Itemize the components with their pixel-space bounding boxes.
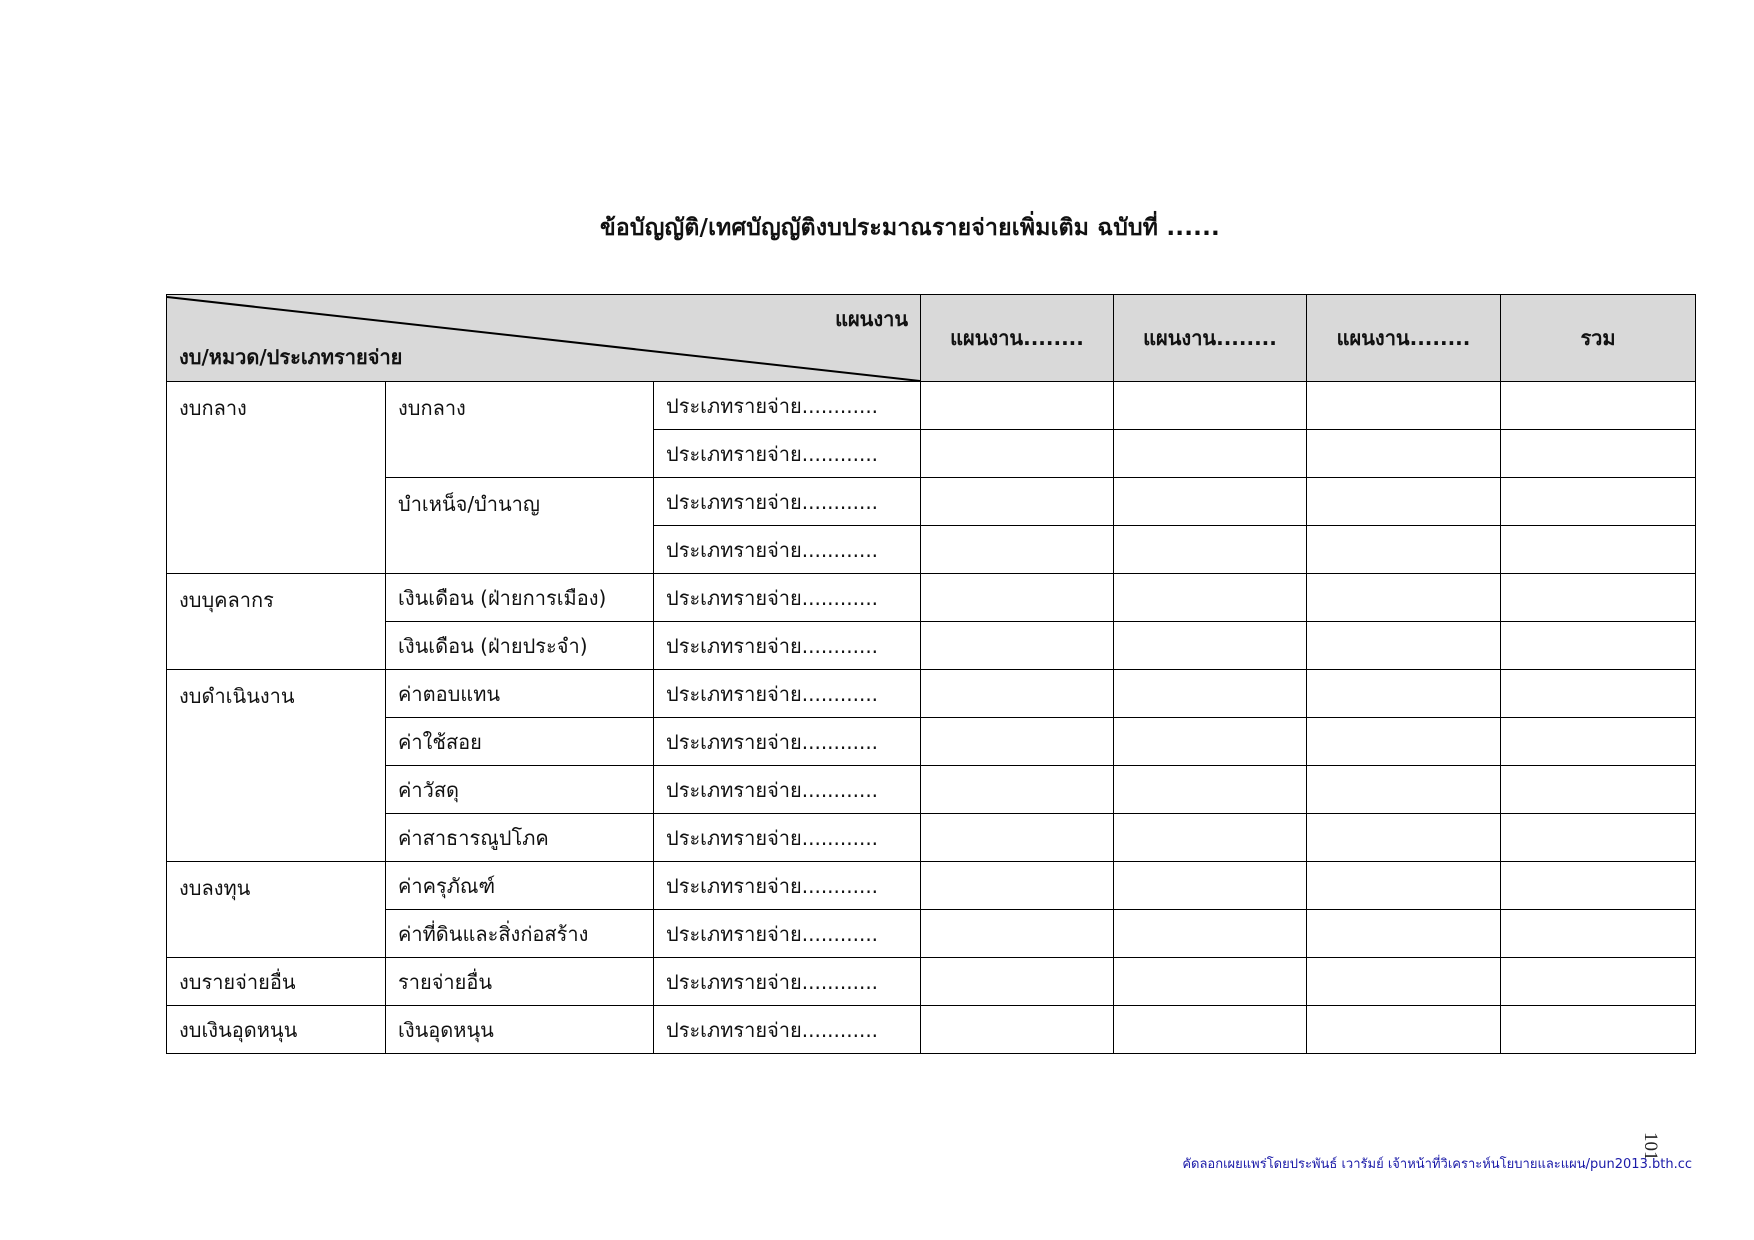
plan-3-cell (1307, 958, 1501, 1006)
total-cell (1501, 862, 1696, 910)
type-cell: ประเภทรายจ่าย............ (654, 670, 921, 718)
footer-credit: คัดลอกเผยแพร่โดยประพันธ์ เวารัมย์ เจ้าหน้าที่วิเคราะห์นโยบายและแผน/pun2013.bth.cc (1182, 1157, 1692, 1172)
plan-1-cell (921, 622, 1114, 670)
category-cell: ค่าใช้สอย (386, 718, 654, 766)
plan-3-cell (1307, 718, 1501, 766)
type-cell: ประเภทรายจ่าย............ (654, 526, 921, 574)
page-title: ข้อบัญญัติ/เทศบัญญัติงบประมาณรายจ่ายเพิ่มเติม ฉบับที่ ...... (600, 215, 1220, 241)
header-plan-2: แผนงาน........ (1114, 295, 1307, 382)
plan-2-cell (1114, 958, 1307, 1006)
total-cell (1501, 478, 1696, 526)
category-cell: ค่าสาธารณูปโภค (386, 814, 654, 862)
plan-3-cell (1307, 430, 1501, 478)
total-cell (1501, 814, 1696, 862)
plan-1-cell (921, 526, 1114, 574)
plan-3-cell (1307, 574, 1501, 622)
type-cell: ประเภทรายจ่าย............ (654, 718, 921, 766)
type-cell: ประเภทรายจ่าย............ (654, 430, 921, 478)
total-cell (1501, 382, 1696, 430)
table-row (167, 718, 1696, 766)
type-cell: ประเภทรายจ่าย............ (654, 814, 921, 862)
total-cell (1501, 574, 1696, 622)
plan-2-cell (1114, 622, 1307, 670)
plan-2-cell (1114, 718, 1307, 766)
plan-3-cell (1307, 670, 1501, 718)
budget-table-container (166, 294, 1695, 1054)
total-cell (1501, 910, 1696, 958)
total-cell (1501, 1006, 1696, 1054)
plan-3-cell (1307, 1006, 1501, 1054)
plan-1-cell (921, 478, 1114, 526)
plan-1-cell (921, 958, 1114, 1006)
plan-2-cell (1114, 430, 1307, 478)
plan-1-cell (921, 862, 1114, 910)
total-cell (1501, 766, 1696, 814)
header-total: รวม (1501, 295, 1696, 382)
category-cell: บำเหน็จ/บำนาญ (386, 478, 654, 574)
header-category-label: งบ/หมวด/ประเภทรายจ่าย (179, 345, 403, 369)
category-cell: ค่าครุภัณฑ์ (386, 862, 654, 910)
group-cell: งบเงินอุดหนุน (167, 1006, 386, 1054)
total-cell (1501, 430, 1696, 478)
category-cell: ค่าที่ดินและสิ่งก่อสร้าง (386, 910, 654, 958)
plan-2-cell (1114, 382, 1307, 430)
type-cell: ประเภทรายจ่าย............ (654, 574, 921, 622)
plan-1-cell (921, 814, 1114, 862)
header-plan-1: แผนงาน........ (921, 295, 1114, 382)
type-cell: ประเภทรายจ่าย............ (654, 382, 921, 430)
plan-1-cell (921, 910, 1114, 958)
table-row (167, 1006, 1696, 1054)
plan-3-cell (1307, 862, 1501, 910)
type-cell: ประเภทรายจ่าย............ (654, 862, 921, 910)
plan-2-cell (1114, 910, 1307, 958)
budget-table (166, 294, 1696, 1054)
group-cell: งบกลาง (167, 382, 386, 574)
plan-2-cell (1114, 814, 1307, 862)
total-cell (1501, 958, 1696, 1006)
plan-3-cell (1307, 910, 1501, 958)
total-cell (1501, 526, 1696, 574)
type-cell: ประเภทรายจ่าย............ (654, 958, 921, 1006)
category-cell: ค่าตอบแทน (386, 670, 654, 718)
plan-3-cell (1307, 622, 1501, 670)
total-cell (1501, 622, 1696, 670)
plan-1-cell (921, 430, 1114, 478)
plan-1-cell (921, 718, 1114, 766)
header-plan-label: แผนงาน (835, 307, 909, 331)
plan-1-cell (921, 574, 1114, 622)
plan-3-cell (1307, 766, 1501, 814)
total-cell (1501, 718, 1696, 766)
type-cell: ประเภทรายจ่าย............ (654, 622, 921, 670)
header-corner-cell (167, 295, 921, 382)
table-row (167, 958, 1696, 1006)
plan-2-cell (1114, 1006, 1307, 1054)
plan-2-cell (1114, 478, 1307, 526)
table-row (167, 910, 1696, 958)
table-row (167, 574, 1696, 622)
type-cell: ประเภทรายจ่าย............ (654, 766, 921, 814)
category-cell: เงินเดือน (ฝ่ายการเมือง) (386, 574, 654, 622)
total-cell (1501, 670, 1696, 718)
table-row (167, 478, 1696, 526)
plan-2-cell (1114, 670, 1307, 718)
plan-2-cell (1114, 766, 1307, 814)
header-row (167, 295, 1696, 382)
category-cell: ค่าวัสดุ (386, 766, 654, 814)
table-row (167, 382, 1696, 430)
table-row (167, 622, 1696, 670)
type-cell: ประเภทรายจ่าย............ (654, 1006, 921, 1054)
group-cell: งบดำเนินงาน (167, 670, 386, 862)
plan-2-cell (1114, 862, 1307, 910)
plan-3-cell (1307, 526, 1501, 574)
plan-1-cell (921, 670, 1114, 718)
category-cell: เงินอุดหนุน (386, 1006, 654, 1054)
plan-2-cell (1114, 574, 1307, 622)
group-cell: งบบุคลากร (167, 574, 386, 670)
type-cell: ประเภทรายจ่าย............ (654, 910, 921, 958)
plan-1-cell (921, 766, 1114, 814)
plan-1-cell (921, 1006, 1114, 1054)
group-cell: งบลงทุน (167, 862, 386, 958)
table-row (167, 670, 1696, 718)
group-cell: งบรายจ่ายอื่น (167, 958, 386, 1006)
plan-3-cell (1307, 382, 1501, 430)
table-row (167, 862, 1696, 910)
plan-2-cell (1114, 526, 1307, 574)
plan-3-cell (1307, 478, 1501, 526)
table-row (167, 814, 1696, 862)
plan-3-cell (1307, 814, 1501, 862)
page-number: 101 (1640, 1132, 1661, 1161)
category-cell: รายจ่ายอื่น (386, 958, 654, 1006)
header-plan-3: แผนงาน........ (1307, 295, 1501, 382)
plan-1-cell (921, 382, 1114, 430)
table-row (167, 766, 1696, 814)
type-cell: ประเภทรายจ่าย............ (654, 478, 921, 526)
category-cell: งบกลาง (386, 382, 654, 478)
category-cell: เงินเดือน (ฝ่ายประจำ) (386, 622, 654, 670)
